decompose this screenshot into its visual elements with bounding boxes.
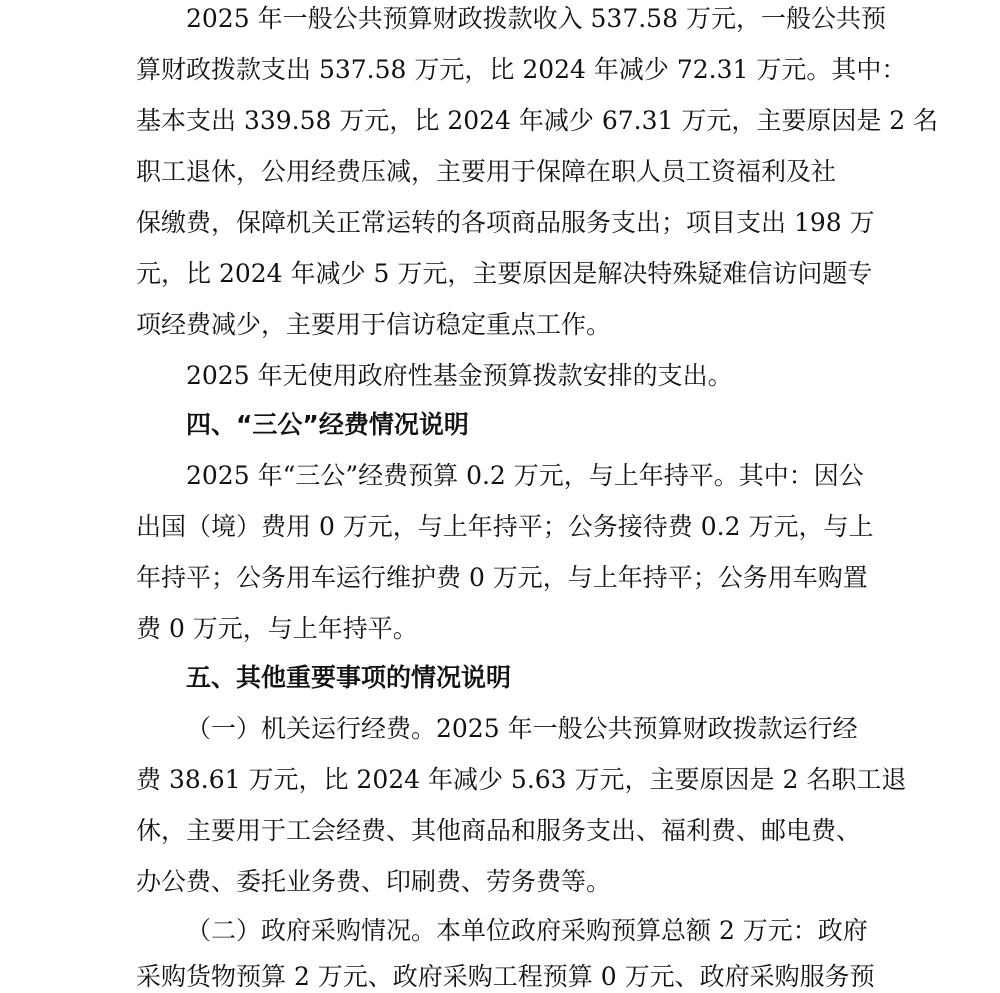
- paragraph-procurement-line-1: （二）政府采购情况。本单位政府采购预算总额 2 万元：政府: [186, 916, 868, 945]
- section-heading-four: 四、“三公”经费情况说明: [186, 410, 469, 439]
- paragraph-three-public-line-4: 费 0 万元，与上年持平。: [136, 614, 418, 643]
- paragraph-budget-line-1: 2025 年一般公共预算财政拨款收入 537.58 万元，一般公共预: [186, 4, 886, 33]
- paragraph-budget-line-2: 算财政拨款支出 537.58 万元，比 2024 年减少 72.31 万元。其中：: [136, 55, 907, 84]
- section-heading-five: 五、其他重要事项的情况说明: [186, 663, 512, 692]
- paragraph-fund-budget: 2025 年无使用政府性基金预算拨款安排的支出。: [186, 361, 733, 390]
- paragraph-budget-line-4: 职工退休，公用经费压减，主要用于保障在职人员工资福利及社: [136, 157, 837, 186]
- paragraph-operating-line-1: （一）机关运行经费。2025 年一般公共预算财政拨款运行经: [186, 714, 858, 743]
- paragraph-three-public-line-3: 年持平；公务用车运行维护费 0 万元，与上年持平；公务用车购置: [136, 563, 868, 592]
- paragraph-three-public-line-2: 出国（境）费用 0 万元，与上年持平；公务接待费 0.2 万元，与上: [136, 512, 874, 541]
- paragraph-budget-line-6: 元，比 2024 年减少 5 万元，主要原因是解决特殊疑难信访问题专: [136, 259, 873, 288]
- paragraph-budget-line-3: 基本支出 339.58 万元，比 2024 年减少 67.31 万元，主要原因是 2 名: [136, 106, 939, 135]
- paragraph-operating-line-4: 办公费、委托业务费、印刷费、劳务费等。: [136, 867, 612, 896]
- paragraph-budget-line-7: 项经费减少，主要用于信访稳定重点工作。: [136, 310, 612, 339]
- paragraph-operating-line-3: 休，主要用于工会经费、其他商品和服务支出、福利费、邮电费、: [136, 816, 862, 845]
- paragraph-procurement-line-2: 采购货物预算 2 万元、政府采购工程预算 0 万元、政府采购服务预: [136, 962, 875, 991]
- paragraph-operating-line-2: 费 38.61 万元，比 2024 年减少 5.63 万元，主要原因是 2 名职工退: [136, 765, 907, 794]
- paragraph-budget-line-5: 保缴费，保障机关正常运转的各项商品服务支出；项目支出 198 万: [136, 208, 875, 237]
- paragraph-three-public-line-1: 2025 年“三公”经费预算 0.2 万元，与上年持平。其中：因公: [186, 461, 864, 490]
